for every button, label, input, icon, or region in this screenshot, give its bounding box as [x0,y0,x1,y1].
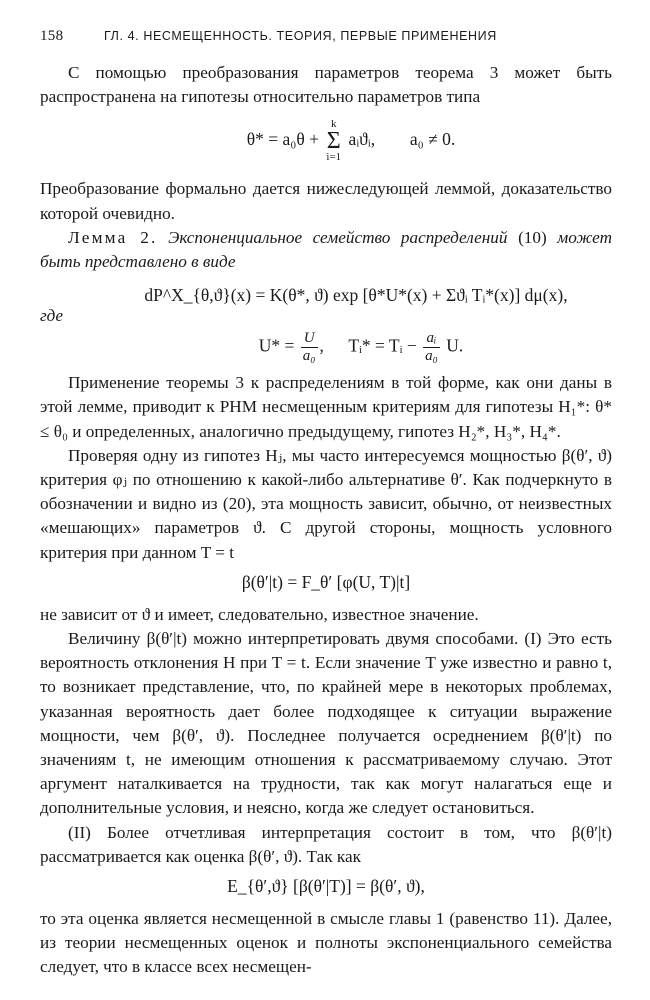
page [40,28,612,980]
paragraph-1: С помощью преобразования параметров теорема 3 может быть распространена на гипотезы относительно параметров типа [40,63,612,107]
paragraph-3: Применение теоремы 3 к распределениям в той форме, как они даны в этой лемме, приводит к РНМ несмещенным критериям для гипотезы H₁*: θ* ≤ θ₀ и определенных, аналогично предыдущему, гипотез H₂*, H₃*, H₄*. [40,373,612,441]
sum-upper-limit: k [331,118,337,131]
formula-transformed-statistics: U* = $\frac{U}{\text{a₀}}$ , Tᵢ* = Tᵢ − $\frac{\text{aᵢ}}{\text{a₀}}$ U. [258,330,464,365]
page-number: 158 [40,28,64,44]
paragraph-7: (II) Более отчетливая интерпретация состоит в том, что β(θ′|t) рассматривается как оценка β(θ′, ϑ). Так как [40,822,612,866]
formula-3-a: U* = [258,335,295,356]
page-header [40,28,612,45]
lemma-2 [40,226,612,274]
formula-1-rhs: aᵢϑᵢ, [348,129,376,150]
lemma-statement-cont: может быть представлено в виде [40,227,612,272]
fraction-denominator: a₀ [425,348,438,365]
formula-parameter-transform [40,119,612,163]
paragraph-4: Проверяя одну из гипотез Hⱼ, мы часто интересуемся мощностью β(θ′, ϑ) критерия φⱼ по отношению к какой-либо альтернативе θ′. Как подчеркнуто в обозначении и видно из (20), эта мощность зависит, обычно, от неизвестных «мешающих» параметров ϑ. С другой стороны, мощность условного критерия при данном T = t [40,445,612,562]
formula-3-b: Tᵢ* = Tᵢ − [348,335,417,356]
formula-exponential-family: dP^X_{θ,ϑ}(x) = K(θ*, ϑ) exp [θ*U*(x) + Σϑᵢ Tᵢ*(x)] dμ(x), [144,285,568,306]
paragraph-6: Величину β(θ′|t) можно интерпретировать двумя способами. (I) Это есть вероятность отклонения H при T = t. Если значение T уже известно и равно t, то возникает представление, что, по крайней мере в некоторых проблемах, указанная вероятность дает более подходящее к ситуации выражение мощности, чем β(θ′, ϑ). Последнее получается осреднением β(θ′|t) по значениям t, не имеющим отношения к рассматриваемому случаю. Этот аргумент наталкивается на трудности, так как могут налагаться еще и дополнительные условия, и неясно, когда же следует остановиться. [40,629,612,818]
formula-expectation: E_{θ′,ϑ} [β(θ′|T)] = β(θ′, ϑ), [227,876,425,897]
lemma-heading: Лемма 2. [68,227,158,247]
formula-conditional-power: β(θ′|t) = F_θ′ [φ(U, T)|t] [241,571,411,592]
running-title: ГЛ. 4. НЕСМЕЩЕННОСТЬ. ТЕОРИЯ, ПЕРВЫЕ ПРИМЕНЕНИЯ [104,29,497,43]
summation-sign [326,119,341,163]
fraction-u-over-a0 [301,330,318,365]
formula-1-condition: a₀ ≠ 0. [409,129,456,150]
where-word: где [40,306,63,326]
lemma-statement: Экспоненциальное семейство распределений [168,227,508,247]
fraction-numerator: aᵢ [423,330,440,348]
fraction-numerator: U [301,330,318,348]
fraction-ai-over-a0 [423,330,440,365]
paragraph-2: Преобразование формально дается нижеследующей леммой, доказательство которой очевидно. [40,179,612,223]
lemma-equation-ref: (10) [518,227,547,247]
fraction-denominator: a₀ [302,348,316,365]
formula-3-end: U. [446,335,464,356]
sum-lower-limit: i=1 [326,151,342,164]
formula-1-lhs: θ* = a₀θ + [246,129,320,150]
paragraph-5: не зависит от ϑ и имеет, следовательно, известное значение. [40,604,479,624]
paragraph-8: то эта оценка является несмещенной в смысле главы 1 (равенство 11). Далее, из теории несмещенных оценок и полноты экспоненциального семейства следует, что в классе всех несмещен- [40,909,612,977]
sigma-icon: Σ [326,128,341,155]
